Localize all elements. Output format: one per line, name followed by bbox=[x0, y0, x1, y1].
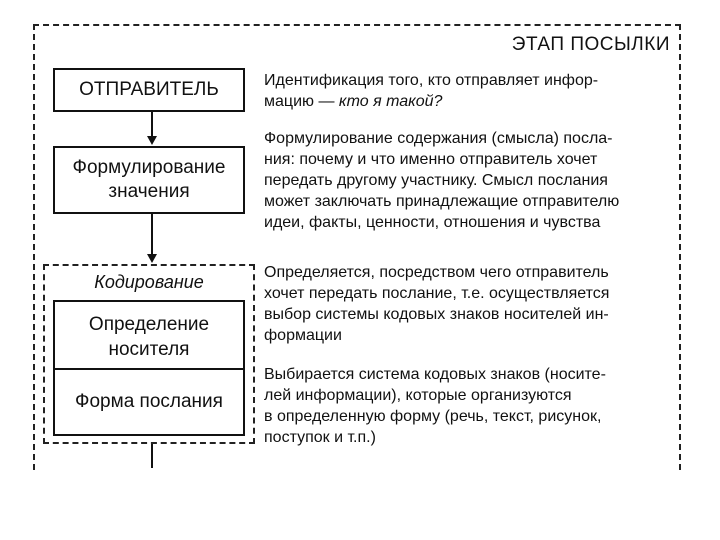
arrow-sender-to-formulation bbox=[151, 112, 153, 138]
carrier-description bbox=[264, 262, 684, 346]
message-form-label: Форма послания bbox=[75, 391, 223, 412]
formulation-box bbox=[53, 146, 245, 214]
formulation-description-line: ния: почему и что именно отправитель хочет bbox=[264, 151, 598, 168]
formulation-description-line: может заключать принадлежащие отправителю bbox=[264, 193, 620, 210]
stage-title: ЭТАП ПОСЫЛКИ bbox=[511, 34, 670, 55]
carrier-label-line1: Определение bbox=[88, 314, 210, 335]
sender-label: ОТПРАВИТЕЛЬ bbox=[79, 79, 219, 100]
message-form-description-line: в определенную форму (речь, текст, рисунок, bbox=[264, 408, 602, 425]
formulation-description-line: передать другому участнику. Смысл послания bbox=[264, 172, 608, 189]
carrier-description-line: Определяется, посредством чего отправитель bbox=[264, 264, 609, 281]
carrier-description-line: выбор системы кодовых знаков носителей ин- bbox=[264, 306, 609, 323]
encoding-title: Кодирование bbox=[94, 272, 204, 292]
formulation-description-line: Формулирование содержания (смысла) посла- bbox=[264, 130, 613, 147]
sender-description-line2 bbox=[264, 91, 684, 112]
message-form-description bbox=[264, 364, 684, 448]
formulation-label-line2: значения bbox=[108, 181, 190, 202]
carrier-description-line: хочет передать послание, т.е. осуществляется bbox=[264, 285, 610, 302]
encoding-stack-divider bbox=[53, 368, 245, 370]
sender-description-line1: Идентификация того, кто отправляет инфор- bbox=[264, 72, 599, 89]
sender-box bbox=[53, 68, 245, 112]
formulation-label-line1: Формулирование bbox=[72, 157, 226, 178]
sender-description-line2-text: мацию — bbox=[264, 93, 339, 110]
arrow-formulation-to-encoding bbox=[151, 214, 153, 256]
message-form-description-line: поступок и т.п.) bbox=[264, 429, 376, 446]
arrowhead-2 bbox=[147, 254, 157, 263]
arrowhead-1 bbox=[147, 136, 157, 145]
arrow-encoding-out bbox=[151, 444, 153, 468]
message-form-description-line: лей информации), которые организуются bbox=[264, 387, 572, 404]
carrier-label-line2: носителя bbox=[108, 339, 190, 360]
formulation-description-line: идеи, факты, ценности, отношения и чувства bbox=[264, 214, 601, 231]
sender-description-question: кто я такой? bbox=[338, 93, 443, 110]
sender-description bbox=[264, 70, 684, 112]
formulation-description bbox=[264, 128, 684, 233]
message-form-description-line: Выбирается система кодовых знаков (носите- bbox=[264, 366, 606, 383]
carrier-description-line: формации bbox=[264, 327, 342, 344]
